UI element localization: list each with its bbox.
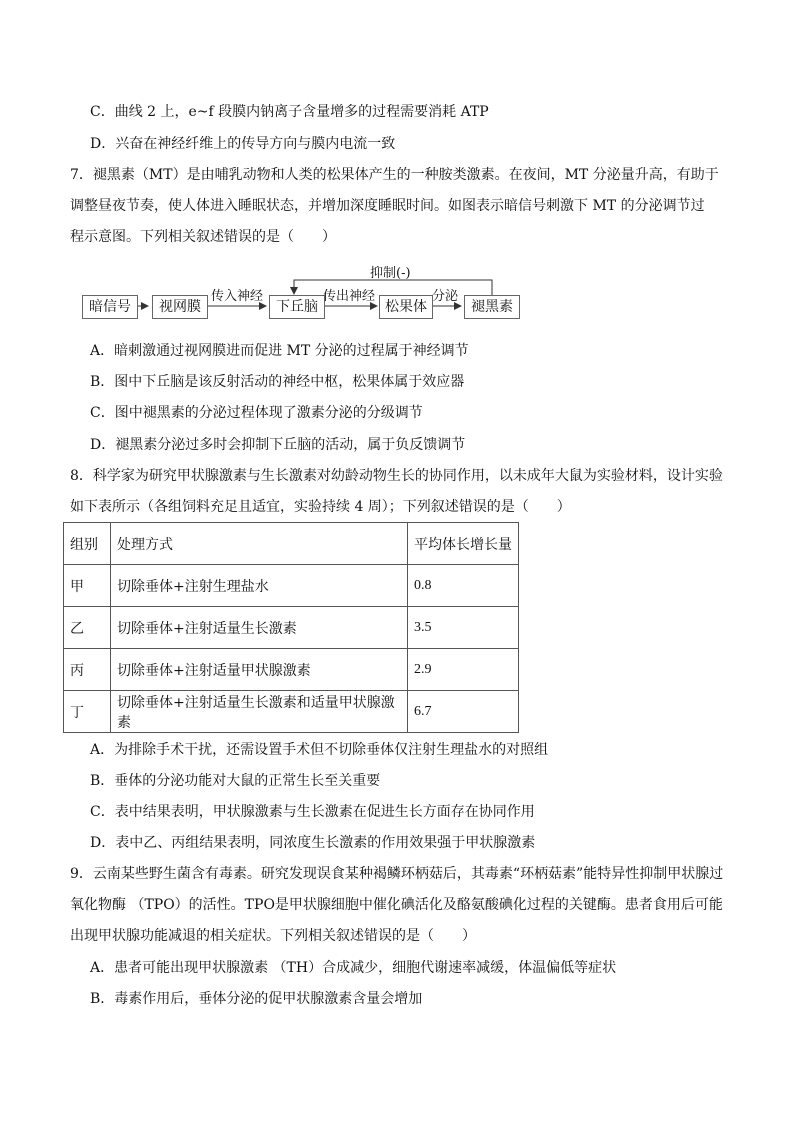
q8-option-a: A．为排除手术干扰，还需设置手术但不切除垂体仅注射生理盐水的对照组 bbox=[90, 742, 549, 758]
q8-table bbox=[63, 522, 519, 733]
box-hypothalamus: 下丘脑 bbox=[269, 295, 325, 319]
cell-group: 丙 bbox=[64, 649, 111, 691]
label-secrete: 分泌 bbox=[432, 289, 459, 304]
q8-stem-line-2: 如下表所示（各组饲料充足且适宜，实验持续 4 周）；下列叙述错误的是（ ） bbox=[70, 499, 571, 515]
q6-option-d: D．兴奋在神经纤维上的传导方向与膜内电流一致 bbox=[90, 136, 396, 152]
label-inhibit: 抑制(-) bbox=[370, 266, 411, 281]
cell-group: 丁 bbox=[64, 691, 111, 733]
table-row bbox=[64, 565, 519, 607]
table-row bbox=[64, 691, 519, 733]
table-header-row bbox=[64, 523, 519, 565]
q7-diagram bbox=[80, 260, 540, 320]
header-group: 组别 bbox=[64, 523, 111, 565]
table-row bbox=[64, 649, 519, 691]
cell-group: 甲 bbox=[64, 565, 111, 607]
q7-option-b: B．图中下丘脑是该反射活动的神经中枢，松果体属于效应器 bbox=[90, 374, 465, 390]
header-growth: 平均体长增长量 bbox=[408, 523, 519, 565]
q8-option-d: D．表中乙、丙组结果表明，同浓度生长激素的作用效果强于甲状腺激素 bbox=[90, 835, 536, 851]
q7-stem-line-3: 程示意图。下列相关叙述错误的是（ ） bbox=[70, 229, 336, 245]
cell-growth: 3.5 bbox=[408, 607, 519, 649]
box-retina: 视网膜 bbox=[152, 295, 208, 319]
q7-option-c: C．图中褪黑素的分泌过程体现了激素分泌的分级调节 bbox=[90, 405, 423, 421]
q6-option-c: C．曲线 2 上，e~f 段膜内钠离子含量增多的过程需要消耗 ATP bbox=[90, 104, 489, 120]
q9-stem-line-3: 出现甲状腺功能减退的相关症状。下列相关叙述错误的是（ ） bbox=[70, 928, 476, 944]
q9-option-a: A．患者可能出现甲状腺激素 （TH）合成减少，细胞代谢速率减缓，体温偏低等症状 bbox=[90, 960, 617, 976]
q7-stem-line-2: 调整昼夜节奏，使人体进入睡眠状态，并增加深度睡眠时间。如图表示暗信号刺激下 MT 的分泌调节过 bbox=[70, 198, 705, 214]
cell-growth: 0.8 bbox=[408, 565, 519, 607]
q7-option-d: D．褪黑素分泌过多时会抑制下丘脑的活动，属于负反馈调节 bbox=[90, 437, 466, 453]
box-melatonin: 褪黑素 bbox=[464, 295, 520, 319]
q9-option-b: B．毒素作用后，垂体分泌的促甲状腺激素含量会增加 bbox=[90, 991, 423, 1007]
header-treatment: 处理方式 bbox=[111, 523, 408, 565]
q7-option-a: A．暗刺激通过视网膜进而促进 MT 分泌的过程属于神经调节 bbox=[90, 343, 469, 359]
table-row bbox=[64, 607, 519, 649]
q8-option-b: B．垂体的分泌功能对大鼠的正常生长至关重要 bbox=[90, 773, 381, 789]
q7-stem-line-1: 7．褪黑素（MT）是由哺乳动物和人类的松果体产生的一种胺类激素。在夜间，MT 分泌量升高，有助于 bbox=[70, 167, 719, 183]
cell-growth: 2.9 bbox=[408, 649, 519, 691]
q9-stem-line-1: 9．云南某些野生菌含有毒素。研究发现误食某种褐鳞环柄菇后，其毒素“环柄菇素”能特异性抑制甲状腺过 bbox=[70, 866, 724, 882]
cell-group: 乙 bbox=[64, 607, 111, 649]
label-afferent-nerve: 传入神经 bbox=[211, 289, 264, 304]
box-dark-signal: 暗信号 bbox=[82, 295, 138, 319]
cell-treatment: 切除垂体+注射适量生长激素和适量甲状腺激素 bbox=[111, 691, 408, 733]
cell-treatment: 切除垂体+注射生理盐水 bbox=[111, 565, 408, 607]
cell-treatment: 切除垂体+注射适量生长激素 bbox=[111, 607, 408, 649]
box-pineal: 松果体 bbox=[379, 295, 433, 319]
q9-stem-line-2: 氧化物酶 （TPO）的活性。TPO是甲状腺细胞中催化碘活化及酪氨酸碘化过程的关键酶。患者食用后可能 bbox=[70, 897, 723, 913]
q8-option-c: C．表中结果表明，甲状腺激素与生长激素在促进生长方面存在协同作用 bbox=[90, 804, 535, 820]
q8-stem-line-1: 8．科学家为研究甲状腺激素与生长激素对幼龄动物生长的协同作用，以未成年大鼠为实验材料，设计实验 bbox=[70, 468, 723, 484]
cell-growth: 6.7 bbox=[408, 691, 519, 733]
cell-treatment: 切除垂体+注射适量甲状腺激素 bbox=[111, 649, 408, 691]
label-efferent-nerve: 传出神经 bbox=[323, 289, 376, 304]
